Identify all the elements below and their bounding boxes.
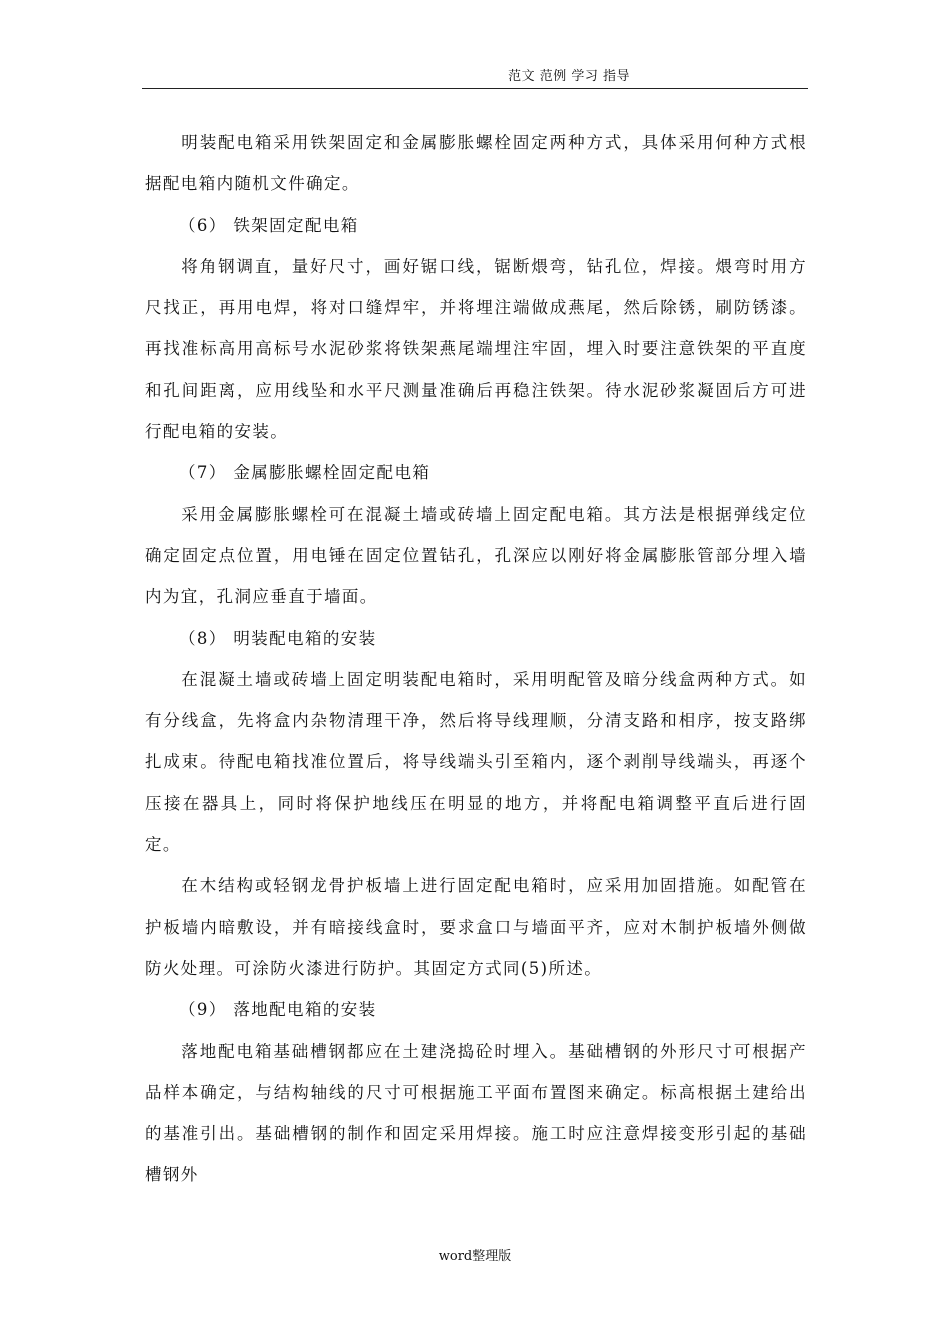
section-heading: （7） 金属膨胀螺栓固定配电箱 xyxy=(179,463,431,483)
paragraph: 将角钢调直，量好尺寸，画好锯口线，锯断煨弯，钻孔位，焊接。煨弯时用方尺找正，再用电焊，将对口缝焊牢，并将埋注端做成燕尾，然后除锈，刷防锈漆。再找准标高用高标号水泥砂浆将铁架燕尾端埋注牢固，埋入时要注意铁架的平直度和孔间距离，应用线坠和水平尺测量准确后再稳注铁架。待水泥砂浆凝固后方可进行配电箱的安装。 xyxy=(145,256,807,442)
section-heading: （9） 落地配电箱的安装 xyxy=(179,1000,377,1020)
paragraph: 采用金属膨胀螺栓可在混凝土墙或砖墙上固定配电箱。其方法是根据弹线定位确定固定点位置，用电锤在固定位置钻孔，孔深应以刚好将金属膨胀管部分埋入墙内为宜，孔洞应垂直于墙面。 xyxy=(145,504,807,607)
page-footer: word整理版 xyxy=(438,1249,512,1264)
document-body xyxy=(145,122,807,1196)
section-heading: （8） 明装配电箱的安装 xyxy=(179,628,377,648)
paragraph: 在木结构或轻钢龙骨护板墙上进行固定配电箱时，应采用加固措施。如配管在护板墙内暗敷设，并有暗接线盒时，要求盒口与墙面平齐，应对木制护板墙外侧做防火处理。可涂防火漆进行防护。其固定方式同(5)所述。 xyxy=(145,876,807,978)
page-header: 范文 范例 学习 指导 xyxy=(142,68,808,89)
paragraph: 明装配电箱采用铁架固定和金属膨胀螺栓固定两种方式，具体采用何种方式根据配电箱内随机文件确定。 xyxy=(145,133,807,194)
section-heading: （6） 铁架固定配电箱 xyxy=(179,215,359,235)
paragraph: 落地配电箱基础槽钢都应在土建浇捣砼时埋入。基础槽钢的外形尺寸可根据产品样本确定，与结构轴线的尺寸可根据施工平面布置图来确定。标高根据土建给出的基准引出。基础槽钢的制作和固定采用焊接。施工时应注意焊接变形引起的基础槽钢外 xyxy=(145,1041,807,1185)
paragraph: 在混凝土墙或砖墙上固定明装配电箱时，采用明配管及暗分线盒两种方式。如有分线盒，先将盒内杂物清理干净，然后将导线理顺，分清支路和相序，按支路绑扎成束。待配电箱找准位置后，将导线端头引至箱内，逐个剥削导线端头，再逐个压接在器具上，同时将保护地线压在明显的地方，并将配电箱调整平直后进行固定。 xyxy=(145,669,807,855)
